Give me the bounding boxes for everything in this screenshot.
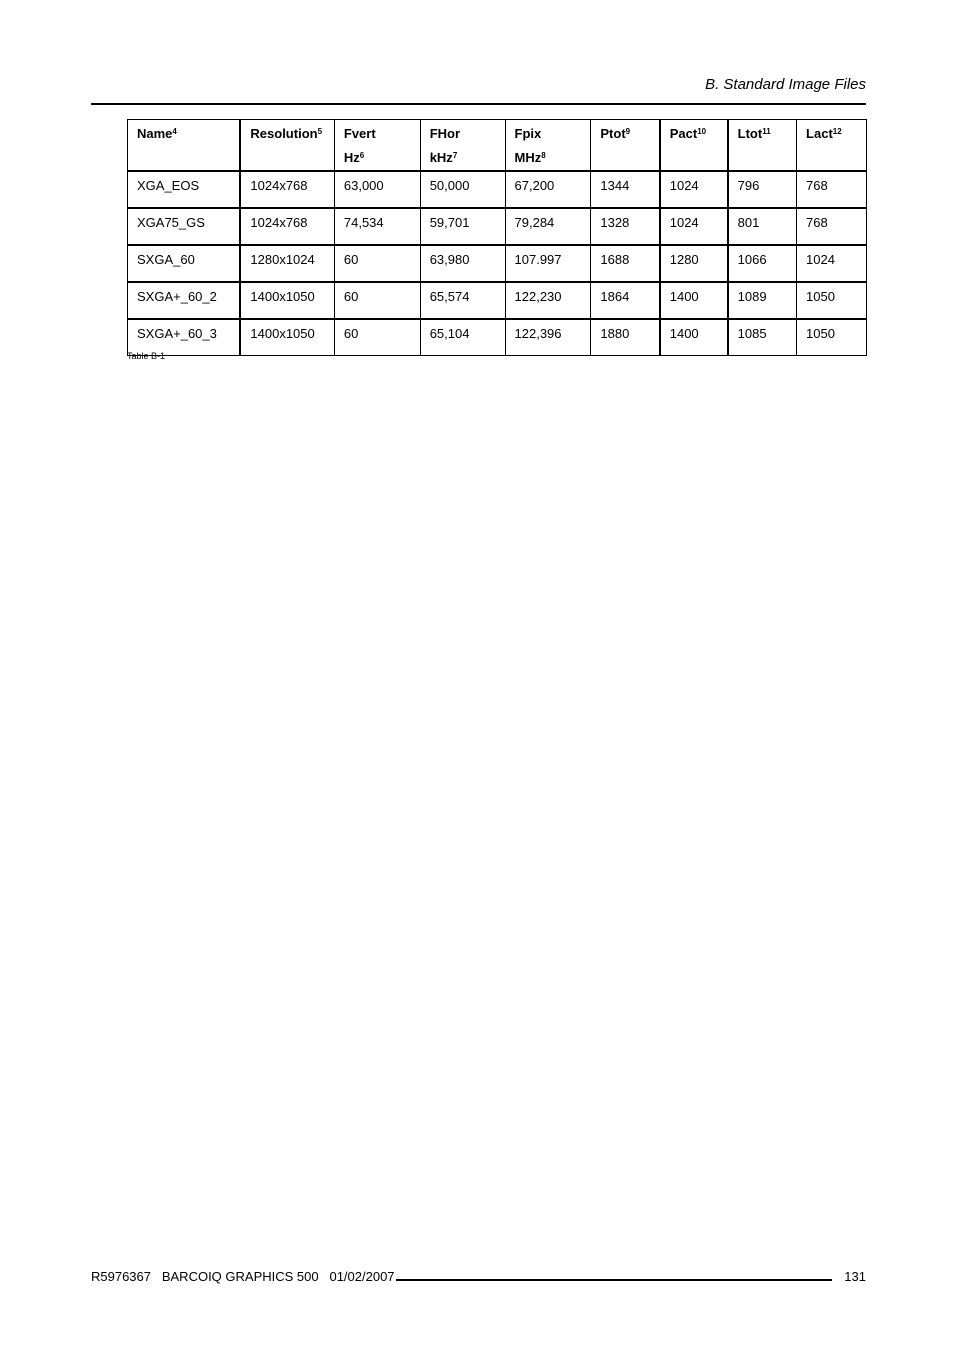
- table-row: [128, 208, 867, 245]
- cell-ltot: 796: [728, 171, 797, 208]
- cell-fhor: 59,701: [420, 208, 505, 245]
- cell-pact: 1024: [660, 208, 728, 245]
- cell-resolution: 1400x1050: [240, 319, 334, 356]
- col-header-lact: Lact$^{12}$: [797, 120, 867, 172]
- cell-fvert: 63,000: [334, 171, 420, 208]
- cell-fhor: 65,104: [420, 319, 505, 356]
- cell-ptot: 1344: [591, 171, 660, 208]
- cell-pact: 1280: [660, 245, 728, 282]
- footer-doc-id: R5976367: [91, 1269, 151, 1284]
- cell-ptot: 1328: [591, 208, 660, 245]
- cell-fvert: 60: [334, 319, 420, 356]
- cell-lact: 1050: [797, 319, 867, 356]
- cell-name: SXGA+_60_3: [128, 319, 241, 356]
- cell-fpix: 79,284: [505, 208, 591, 245]
- table-row: [128, 282, 867, 319]
- cell-fvert: 60: [334, 245, 420, 282]
- cell-lact: 1024: [797, 245, 867, 282]
- cell-lact: 768: [797, 208, 867, 245]
- table-row: [128, 245, 867, 282]
- header-divider: [91, 103, 866, 105]
- page-header-title: B. Standard Image Files: [705, 76, 866, 93]
- footer-product: BARCOIQ GRAPHICS 500: [161, 1269, 319, 1284]
- cell-fvert: 60: [334, 282, 420, 319]
- cell-name: XGA75_GS: [128, 208, 241, 245]
- cell-ptot: 1688: [591, 245, 660, 282]
- cell-lact: 768: [797, 171, 867, 208]
- cell-pact: 1024: [660, 171, 728, 208]
- col-header-name: Name$^4$: [128, 120, 241, 172]
- cell-resolution: 1280x1024: [240, 245, 334, 282]
- cell-ltot: 1085: [728, 319, 797, 356]
- table-caption: Table B-1: [127, 351, 166, 361]
- cell-pact: 1400: [660, 319, 728, 356]
- cell-fpix: 122,230: [505, 282, 591, 319]
- col-header-fvert: Fvert Hz$^6$: [334, 120, 420, 172]
- col-header-fhor: FHor kHz$^7$: [420, 120, 505, 172]
- cell-name: SXGA_60: [128, 245, 241, 282]
- cell-fhor: 65,574: [420, 282, 505, 319]
- cell-resolution: 1024x768: [240, 171, 334, 208]
- image-files-table: [127, 119, 867, 356]
- cell-fpix: 107.997: [505, 245, 591, 282]
- cell-name: SXGA+_60_2: [128, 282, 241, 319]
- cell-fhor: 50,000: [420, 171, 505, 208]
- cell-fpix: 67,200: [505, 171, 591, 208]
- cell-ltot: 1089: [728, 282, 797, 319]
- cell-fvert: 74,534: [334, 208, 420, 245]
- cell-fhor: 63,980: [420, 245, 505, 282]
- table-header-row: [128, 120, 867, 172]
- footer-date: 01/02/2007: [329, 1269, 395, 1284]
- cell-resolution: 1024x768: [240, 208, 334, 245]
- cell-resolution: 1400x1050: [240, 282, 334, 319]
- col-header-resolution: Resolution$^5$: [240, 120, 334, 172]
- page-number: 131: [844, 1269, 866, 1284]
- footer-divider: [396, 1279, 832, 1281]
- col-header-fpix: Fpix MHz$^8$: [505, 120, 591, 172]
- page-footer-info: [91, 1269, 395, 1284]
- col-header-ltot: Ltot$^{11}$: [728, 120, 797, 172]
- col-header-ptot: Ptot$^9$: [591, 120, 660, 172]
- cell-ltot: 801: [728, 208, 797, 245]
- cell-pact: 1400: [660, 282, 728, 319]
- cell-name: XGA_EOS: [128, 171, 241, 208]
- cell-ltot: 1066: [728, 245, 797, 282]
- cell-lact: 1050: [797, 282, 867, 319]
- table-row: [128, 319, 867, 356]
- cell-ptot: 1880: [591, 319, 660, 356]
- table-row: [128, 171, 867, 208]
- cell-fpix: 122,396: [505, 319, 591, 356]
- cell-ptot: 1864: [591, 282, 660, 319]
- col-header-pact: Pact$^{10}$: [660, 120, 728, 172]
